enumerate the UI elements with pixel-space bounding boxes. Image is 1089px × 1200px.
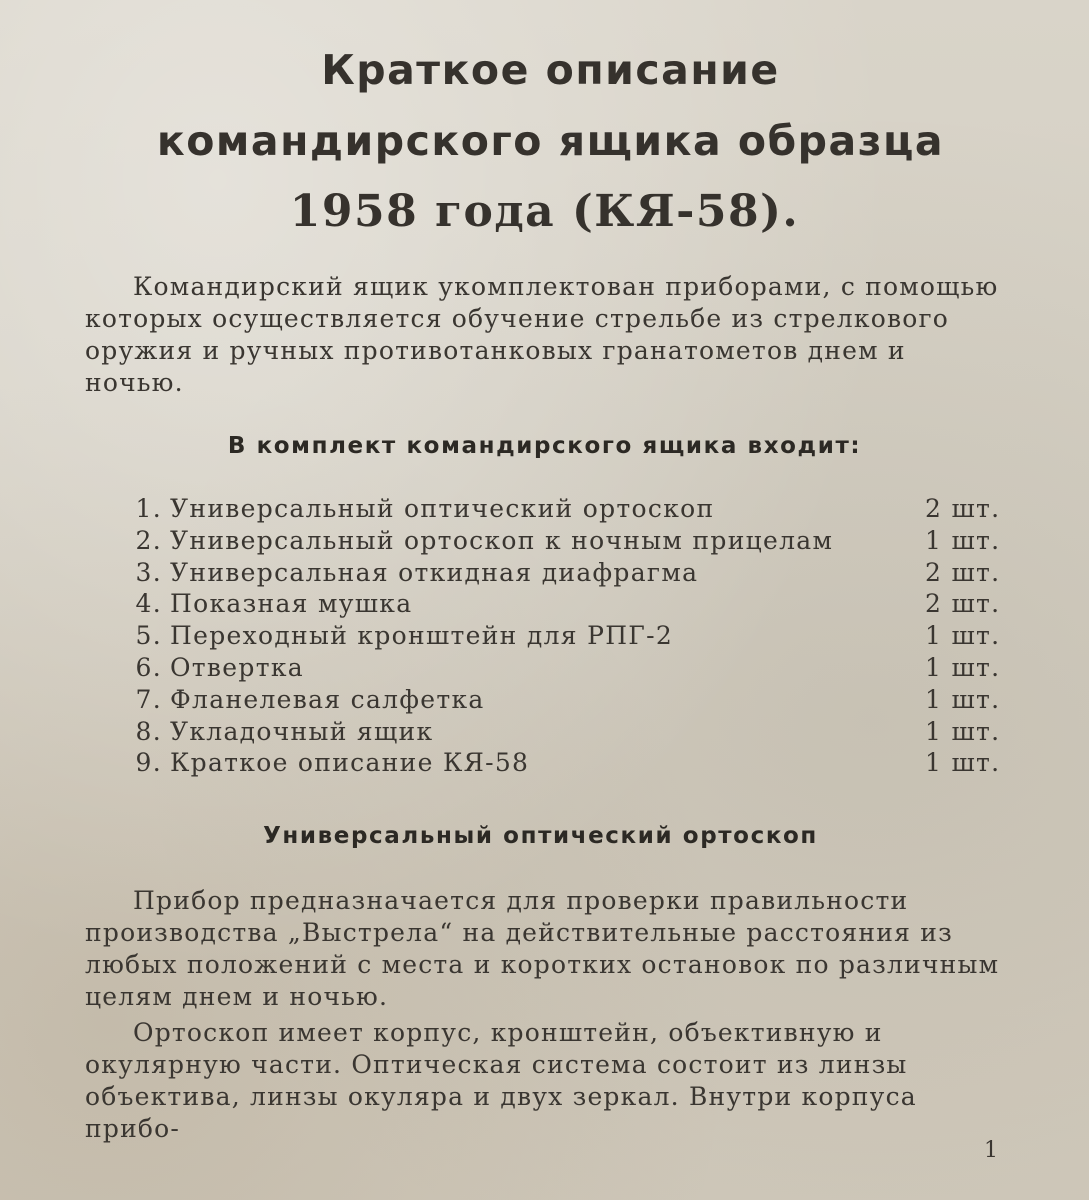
kit-item-name: Отвертка xyxy=(170,652,304,682)
kit-item xyxy=(120,526,1020,558)
section-heading: Универсальный оптический ортоскоп xyxy=(263,823,818,849)
kit-item xyxy=(120,685,1020,717)
kit-item-number: 7. xyxy=(135,684,162,714)
title-line-1: Краткое описание xyxy=(321,46,780,94)
kit-list xyxy=(120,494,1020,780)
kit-item xyxy=(120,494,1020,526)
kit-item-quantity: 2 шт. xyxy=(925,494,1001,523)
kit-item-number: 6. xyxy=(135,652,162,682)
kit-item-quantity: 1 шт. xyxy=(925,652,1001,682)
kit-item-name: Показная мушка xyxy=(170,589,413,619)
kit-item-quantity: 2 шт. xyxy=(925,557,1001,587)
kit-item-name: Универсальный ортоскоп к ночным прицелам xyxy=(170,525,834,555)
body-paragraph-1 xyxy=(85,885,1005,1013)
kit-item-quantity: 2 шт. xyxy=(925,589,1001,619)
kit-item-name: Краткое описание КЯ-58 xyxy=(170,748,530,778)
kit-item-number: 1. xyxy=(135,494,162,523)
kit-item-name: Укладочный ящик xyxy=(170,716,434,746)
kit-item-number: 4. xyxy=(135,589,162,619)
kit-item-quantity: 1 шт. xyxy=(925,748,1001,778)
body-paragraph-2 xyxy=(85,1017,1005,1145)
kit-item-name: Переходный кронштейн для РПГ-2 xyxy=(170,621,674,651)
kit-heading: В комплект командирского ящика входит: xyxy=(227,433,862,459)
kit-item-quantity: 1 шт. xyxy=(925,716,1001,746)
kit-item-quantity: 1 шт. xyxy=(925,525,1001,555)
kit-item xyxy=(120,653,1020,685)
kit-item xyxy=(120,717,1020,749)
intro-paragraph xyxy=(85,271,1005,399)
kit-item-number: 2. xyxy=(135,525,162,555)
kit-item-number: 5. xyxy=(135,621,162,651)
body-paragraph-2-text: Ортоскоп имеет корпус, кронштейн, объективную и окулярную части. Оптическая система состоит из линзы объектива, линзы окуляра и двух зеркал. Внутри корпуса прибо- xyxy=(85,1018,917,1143)
kit-item-quantity: 1 шт. xyxy=(925,621,1001,651)
body-paragraph-1-text: Прибор предназначается для проверки правильности производства „Выстрела“ на действительные расстояния из любых положений с места и коротких остановок по различным целям днем и ночью. xyxy=(85,886,1000,1011)
kit-item-name: Универсальная откидная диафрагма xyxy=(170,557,699,587)
title-line-3: 1958 года (КЯ-58). xyxy=(289,186,800,237)
kit-item-name: Универсальный оптический ортоскоп xyxy=(170,494,715,523)
kit-item-quantity: 1 шт. xyxy=(925,684,1001,714)
kit-item xyxy=(120,621,1020,653)
page-number: 1 xyxy=(984,1138,998,1163)
kit-item-name: Фланелевая салфетка xyxy=(170,684,485,714)
kit-item-number: 8. xyxy=(135,716,162,746)
kit-item-number: 9. xyxy=(135,748,162,778)
kit-item xyxy=(120,589,1020,621)
kit-item xyxy=(120,748,1020,780)
kit-item-number: 3. xyxy=(135,557,162,587)
kit-item xyxy=(120,558,1020,590)
intro-text: Командирский ящик укомплектован приборами, с помощью которых осуществляется обучение стрельбе из стрелкового оружия и ручных противотанковых гранатометов днем и ночью. xyxy=(85,272,999,397)
title-line-2: командирского ящика образца xyxy=(156,117,945,165)
